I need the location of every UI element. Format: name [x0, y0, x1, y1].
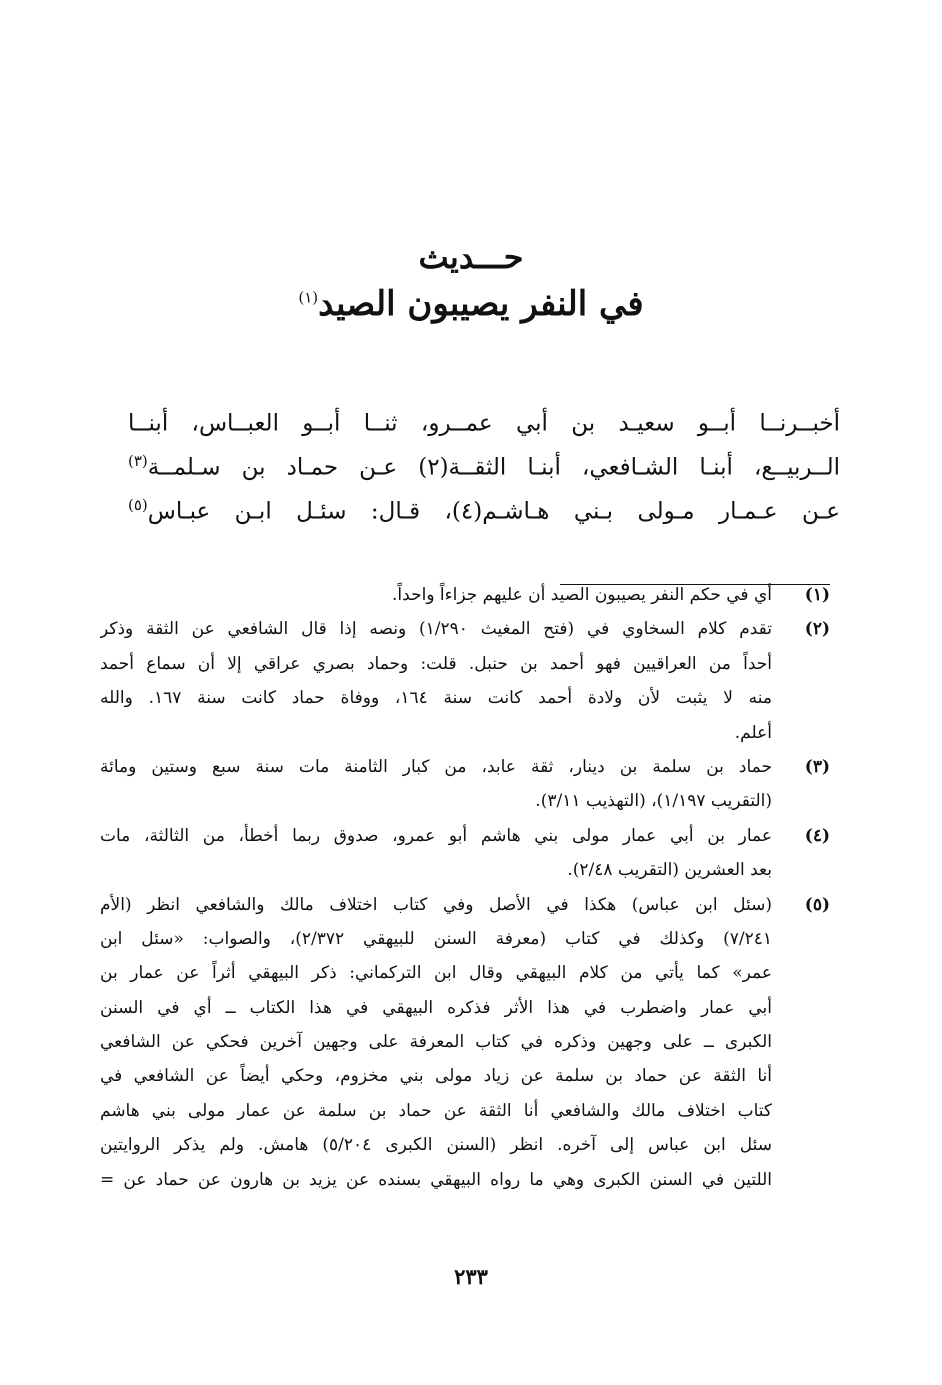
footnote-line: منه لا يثبت لأن ولادة أحمد كانت سنة ١٦٤، ووفاة حماد كانت سنة ١٦٧. والله — [100, 688, 772, 709]
footnote-3 — [100, 750, 830, 819]
text-line-content: الــربيــع، أبنـا الشـافعي، أبنـا الثقــة(٢) عـن حمـاد بن سـلمــة — [147, 454, 840, 481]
footnote-line: اللتين في السنن الكبرى وهي ما رواه البيهقي بسنده عن يزيد بن هارون عن حماد عن = — [100, 1169, 772, 1190]
footnote-line: أحداً من العراقيين فهو أحمد بن حنبل. قلت: وحماد بصري عراقي إلا أن سماع أحمد — [100, 653, 772, 674]
footnote-line: تقدم كلام السخاوي في (فتح المغيث ١/٢٩٠) ونصه إذا قال الشافعي عن الثقة وذكر — [100, 619, 772, 640]
footnote-ref: (٥) — [128, 496, 148, 514]
footnote-line: (التقريب ١/١٩٧)، (التهذيب ٣/١١). — [535, 791, 772, 812]
text-line-content: عـن عـمـار مـولى بـني هـاشـم(٤)، قـال: سئـل ابـن عبـاس — [147, 498, 840, 525]
footnote-line: ٧/٢٤١) وكذلك في كتاب (معرفة السنن للبيهقي ٢/٣٧٢)، والصواب: «سئل ابن — [100, 928, 772, 949]
footnote-line: أبي عمار واضطرب في هذا الأثر فذكره البيهقي في هذا الكتاب ــ أي في السنن — [100, 997, 772, 1018]
footnotes — [100, 578, 830, 1197]
footnote-line: عمار بن أبي عمار مولى بني هاشم أبو عمرو، صدوق ربما أخطأ، من الثالثة، مات — [100, 825, 772, 846]
page-title — [0, 284, 942, 324]
footnote-ref: (١) — [298, 288, 319, 307]
footnote-line: عمر» كما يأتي من كلام البيهقي وقال ابن التركماني: ذكر البيهقي أثراً عن عمار بن — [100, 963, 772, 984]
footnote-number: (٥) — [804, 894, 830, 915]
footnote-line: (سئل ابن عباس) هكذا في الأصل وفي كتاب اختلاف مالك والشافعي انظر (الأم — [100, 894, 772, 915]
footnote-line: حماد بن سلمة بن دينار، ثقة عابد، من كبار الثامنة مات سنة سبع وستين ومائة — [100, 756, 772, 777]
text-line — [128, 439, 840, 483]
footnote-number: (٣) — [804, 756, 830, 777]
footnote-number: (١) — [804, 585, 830, 605]
section-label: حـــديث — [418, 238, 524, 276]
text-line-content: أخبــرنــا أبــو سعيـد بن أبي عمــرو، ثنــا أبــو العبــاس، أبنــا — [128, 410, 840, 437]
footnote-line: أي في حكم النفر يصيبون الصيد أن عليهم جزاءاً واحداً. — [392, 585, 772, 605]
hadith-text — [128, 395, 840, 527]
footnote-line: أعلم. — [734, 722, 772, 743]
title-text: في النفر يصيبون الصيد — [318, 284, 644, 324]
footnote-line: بعد العشرين (التقريب ٢/٤٨). — [567, 860, 772, 881]
footnote-2 — [100, 612, 830, 750]
footnote-line: أنا الثقة عن حماد بن سلمة عن زياد مولى بني مخزوم، وحكي أيضاً عن الشافعي في — [100, 1066, 772, 1087]
text-line — [128, 483, 840, 527]
footnote-1 — [100, 578, 830, 612]
footnote-number: (٤) — [804, 825, 830, 846]
footnote-line: كتاب اختلاف مالك والشافعي أنا الثقة عن حماد بن سلمة عن عمار مولى بني هاشم — [100, 1100, 772, 1121]
footnote-line: سئل ابن عباس إلى آخره. انظر (السنن الكبرى ٥/٢٠٤) هامش. ولم يذكر الروايتين — [100, 1135, 772, 1156]
footnote-number: (٢) — [804, 619, 830, 640]
page-number: ٢٣٣ — [454, 1264, 488, 1289]
footnote-5 — [100, 888, 830, 1198]
footnote-line: الكبرى ــ على وجهين وذكره في كتاب المعرفة على وجهين آخرين فحكي عن الشافعي — [100, 1032, 772, 1053]
text-line — [128, 395, 840, 439]
footnote-4 — [100, 819, 830, 888]
footnote-ref: (٣) — [128, 452, 148, 470]
